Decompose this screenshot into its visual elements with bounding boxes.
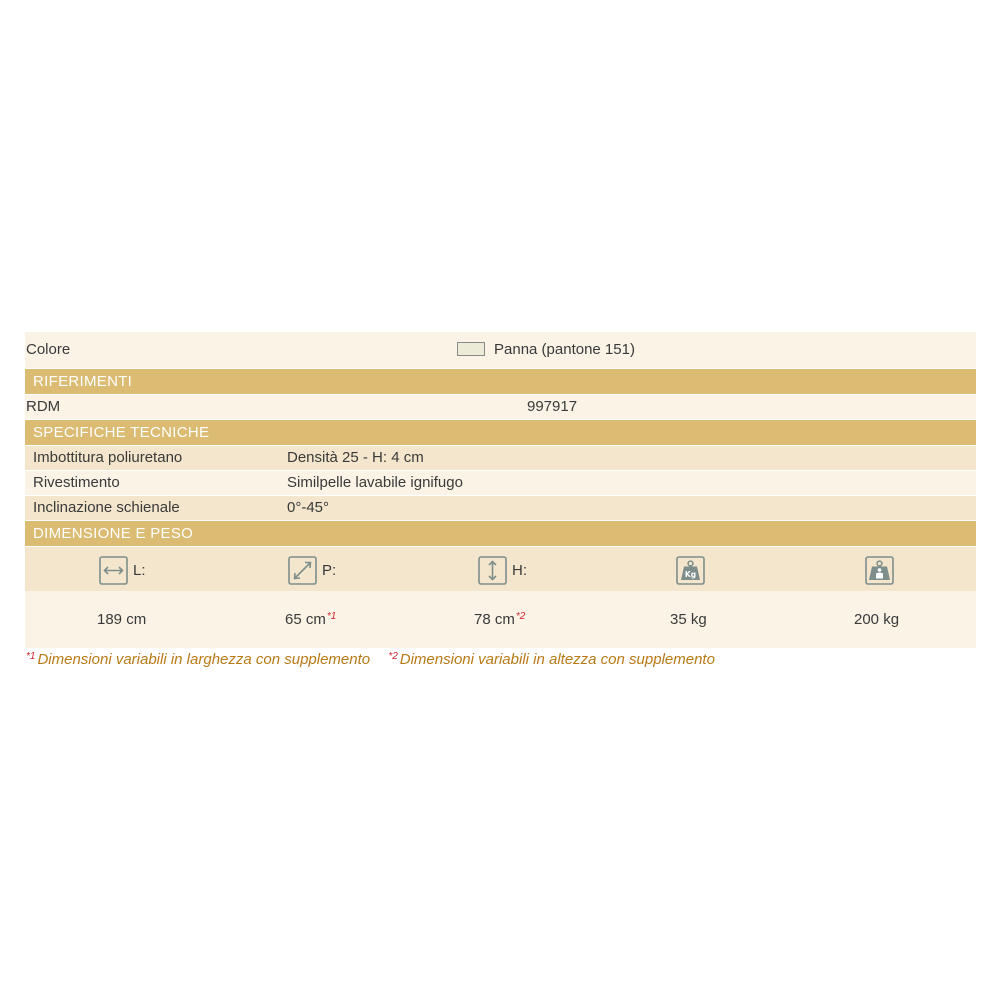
footnotes: [26, 651, 715, 668]
color-swatch: [457, 342, 485, 356]
spec-label: Rivestimento: [33, 474, 120, 491]
dimension-label: L:: [133, 561, 146, 579]
footnote: [26, 651, 370, 668]
color-value-wrap: [457, 332, 635, 368]
rdm-row: [25, 395, 976, 419]
note-mark: *2: [388, 651, 398, 662]
footnote-text: Dimensioni variabili in altezza con supplemento: [399, 651, 715, 668]
note-mark: *2: [515, 611, 526, 622]
section-header-dimensioni: DIMENSIONE E PESO: [25, 521, 976, 546]
rdm-value: 997917: [527, 398, 578, 415]
max-load-icon: [865, 556, 894, 585]
weight-kg-icon: [676, 556, 705, 585]
dimension-value: 35 kg: [670, 611, 707, 628]
dimension-value: 78 $cm^{*2}$: [474, 611, 526, 628]
spec-sheet: [25, 332, 976, 648]
spec-value: Densità 25 - H: 4 cm: [287, 449, 424, 466]
color-label: Colore: [26, 341, 71, 358]
weight-icon-text: Kg: [684, 569, 697, 579]
spec-row: [25, 446, 976, 470]
footnote-text: Dimensioni variabili in larghezza con supplemento: [37, 651, 371, 668]
dimension-label: H:: [512, 561, 527, 579]
spec-value: 0°-45°: [287, 499, 330, 516]
section-header-specifiche: SPECIFICHE TECNICHE: [25, 420, 976, 445]
dimension-value: 189 cm: [97, 611, 147, 628]
color-row: [25, 332, 976, 368]
dimension-depth: [288, 555, 336, 585]
spec-row: [25, 496, 976, 520]
spec-row: [25, 471, 976, 495]
dimension-weight: [676, 555, 705, 585]
note-mark: *1: [26, 651, 36, 662]
dimension-icons-row: [25, 547, 976, 591]
dimension-label: P:: [322, 561, 337, 579]
dimension-max-load: [865, 555, 894, 585]
dimension-value: 65 $cm^{*1}$: [285, 611, 337, 628]
spec-value: Similpelle lavabile ignifugo: [287, 474, 463, 491]
section-header-riferimenti: RIFERIMENTI: [25, 369, 976, 394]
dimension-height: [478, 555, 527, 585]
note-mark: *1: [326, 611, 337, 622]
depth-arrow-icon: [288, 556, 317, 585]
dimension-values-row: [25, 591, 976, 648]
width-arrow-icon: [99, 556, 128, 585]
rdm-label: RDM: [26, 398, 61, 415]
footnote: [388, 651, 715, 668]
color-value: Panna (pantone 151): [494, 341, 635, 358]
height-arrow-icon: [478, 556, 507, 585]
spec-label: Imbottitura poliuretano: [33, 449, 183, 466]
spec-label: Inclinazione schienale: [33, 499, 180, 516]
dimension-length: [99, 555, 146, 585]
dimension-value: 200 kg: [854, 611, 900, 628]
